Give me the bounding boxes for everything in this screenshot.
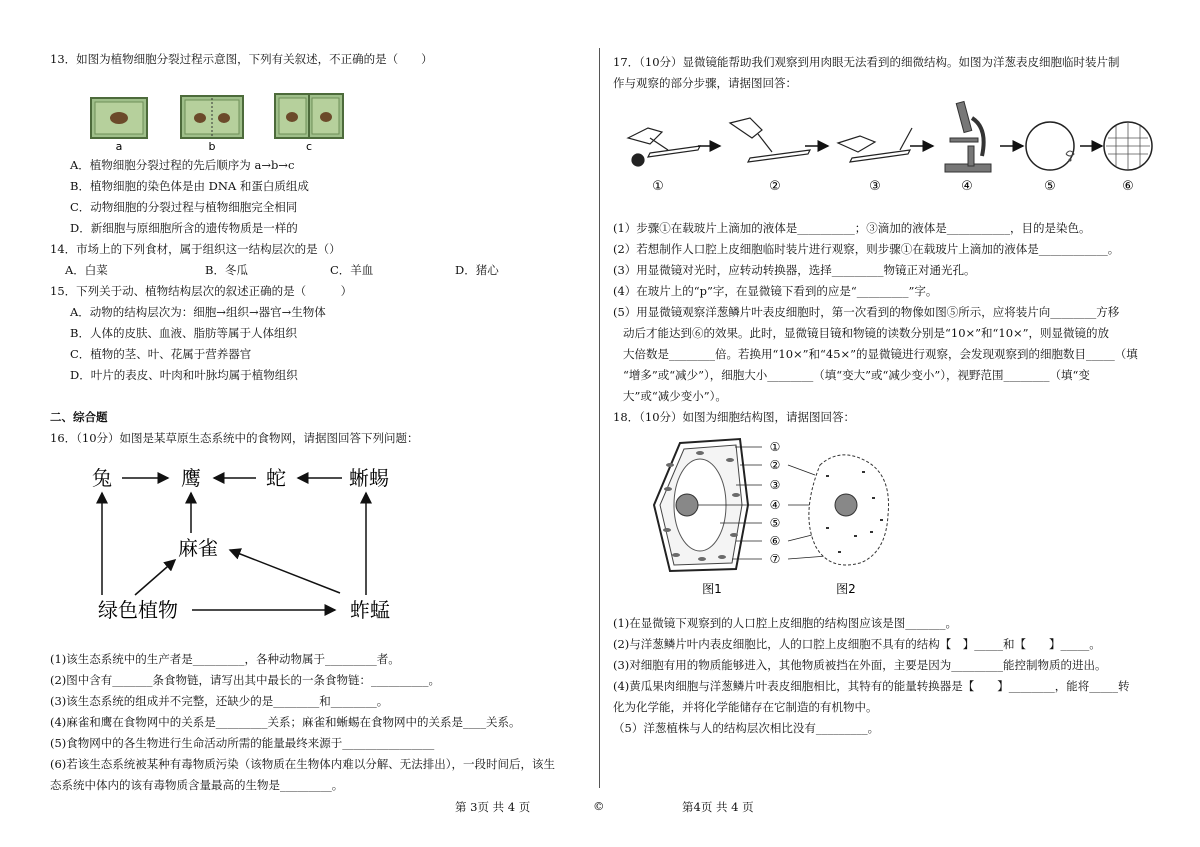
center-mark: © (593, 799, 605, 813)
animal-cell-figure (809, 455, 889, 565)
step-label-4: ④ (961, 179, 973, 194)
q18-question-4: (4)黄瓜果肉细胞与洋葱鳞片叶表皮细胞相比，其特有的能量转换器是【 】________，能将_____转 (613, 679, 1130, 693)
q13-option-a: A．植物细胞分裂过程的先后顺序为 a→b→c (70, 158, 295, 172)
struct-label-6: ⑥ (769, 534, 781, 548)
q16-question-3: (3)该生态系统的组成并不完整，还缺少的是________和________。 (50, 694, 389, 708)
struct-label-3: ③ (769, 478, 781, 492)
section-title: 二、综合题 (50, 410, 108, 424)
page-footer-right: 第4页 共 4 页 (682, 800, 754, 814)
struct-label-1: ① (769, 440, 781, 454)
node-green-plants: 绿色植物 (98, 598, 178, 622)
q18-question-3: (3)对细胞有用的物质能够进入，其他物质被挡在外面，主要是因为_________能控制物质的进出。 (613, 658, 1107, 672)
q15-option-d: D．叶片的表皮、叶肉和叶脉均属于植物组织 (70, 368, 298, 382)
q18-question-1: (1)在显微镜下观察到的人口腔上皮细胞的结构图应该是图_______。 (613, 616, 958, 630)
node-sparrow: 麻雀 (178, 536, 218, 560)
microscope-icon (945, 101, 991, 172)
q18-question-4-cont: 化为化学能，并将化学能储存在它制造的有机物中。 (613, 700, 878, 714)
q18-question-2: (2)与洋葱鳞片叶内表皮细胞比，人的口腔上皮细胞不具有的结构【 】_____和【 】_____。 (613, 637, 1101, 651)
q15-option-c: C．植物的茎、叶、花属于营养器官 (70, 347, 252, 361)
cell-structure-diagram (640, 435, 900, 600)
fig1-caption: 图1 (702, 582, 722, 596)
q14-option-c: C．羊血 (330, 263, 374, 277)
q16-question-6: (6)若该生态系统被某种有毒物质污染（该物质在生物体内难以分解、无法排出），一段时间后，该生 (50, 757, 556, 771)
step-label-5: ⑤ (1044, 179, 1056, 194)
fig2-caption: 图2 (836, 582, 856, 596)
q17-question-3: (3）用显微镜对光时，应转动转换器，选择_________物镜正对通光孔。 (613, 263, 976, 277)
node-rabbit: 兔 (92, 466, 112, 490)
step-1-image (628, 128, 700, 166)
step-label-6: ⑥ (1122, 179, 1134, 194)
q18-stem: 18．（10分）如图为细胞结构图，请据图回答： (613, 410, 856, 424)
right-column (600, 0, 1200, 847)
struct-label-2: ② (769, 458, 781, 472)
step-2-image (730, 118, 810, 162)
q17-stem-line-1: 17．（10分）显微镜能帮助我们观察到用肉眼无法看到的细微结构。如图为洋葱表皮细胞临时装片制 (613, 55, 1120, 69)
q16-question-6-cont: 态系统中体内的该有毒物质含量最高的生物是_________。 (50, 778, 344, 792)
q13-option-d: D．新细胞与原细胞所含的遗传物质是一样的 (70, 221, 298, 235)
q17-question-5-cont-1: 动后才能达到⑥的效果。此时，显微镜目镜和物镜的读数分别是“10×”和“10×”，则显微镜的放 (623, 326, 1110, 340)
node-lizard: 蜥蜴 (349, 466, 389, 490)
q13-option-c: C．动物细胞的分裂过程与植物细胞完全相同 (70, 200, 298, 214)
view-step-5 (1026, 122, 1074, 170)
q17-question-4: (4）在玻片上的“p”字，在显微镜下看到的应是“_________”字。 (613, 284, 938, 298)
q14-option-b: B．冬瓜 (205, 263, 248, 277)
q16-question-4: (4)麻雀和鹰在食物网中的关系是_________关系；麻雀和蜥蜴在食物网中的关系是____关系。 (50, 715, 521, 729)
view-step-6 (1104, 122, 1152, 170)
fig-label-b: b (208, 140, 216, 152)
fig-label-c: c (305, 140, 313, 152)
step-3-image (838, 128, 912, 162)
q13-stem: 13．如图为植物细胞分裂过程示意图，下列有关叙述，不正确的是（ ） (50, 52, 433, 66)
q16-question-1: (1)该生态系统中的生产者是_________，各种动物属于_________者。 (50, 652, 400, 666)
q17-question-1: (1）步骤①在载玻片上滴加的液体是__________；③滴加的液体是___________，目的是染色。 (613, 221, 1091, 235)
step-label-2: ② (769, 179, 781, 194)
q16-question-2: (2)图中含有_______条食物链，请写出其中最长的一条食物链：__________。 (50, 673, 441, 687)
q16-stem: 16．（10分）如图是某草原生态系统中的食物网，请据图回答下列问题： (50, 431, 419, 445)
node-snake: 蛇 (266, 466, 286, 490)
q15-option-b: B．人体的皮肤、血液、脂肪等属于人体组织 (70, 326, 297, 340)
cell-b (181, 96, 243, 138)
struct-label-4: ④ (769, 498, 781, 512)
food-web-diagram (80, 455, 410, 630)
cell-a (91, 98, 147, 138)
node-eagle: 鹰 (181, 466, 201, 490)
q18-question-5: （5）洋葱植株与人的结构层次相比没有_________。 (613, 721, 880, 735)
q14-option-d: D．猪心 (455, 263, 499, 277)
struct-label-7: ⑦ (769, 552, 781, 566)
q17-question-5-cont-4: 大”或“减少变小”）。 (623, 389, 727, 403)
step-label-1: ① (652, 179, 664, 194)
q13-option-b: B．植物细胞的染色体是由 DNA 和蛋白质组成 (70, 179, 309, 193)
node-grasshopper: 蚱蜢 (350, 598, 390, 622)
fig-label-a: a (115, 140, 123, 152)
q14-option-a: A．白菜 (65, 263, 108, 277)
q17-question-2: (2）若想制作人口腔上皮细胞临时装片进行观察，则步骤①在载玻片上滴加的液体是____________。 (613, 242, 1120, 256)
q15-stem: 15．下列关于动、植物结构层次的叙述正确的是（ ） (50, 284, 353, 298)
struct-label-5: ⑤ (769, 516, 781, 530)
q17-stem-line-2: 作与观察的部分步骤，请据图回答： (613, 76, 797, 90)
cell-division-figure (85, 90, 350, 152)
q14-stem: 14．市场上的下列食材，属于组织这一结构层次的是（） (50, 242, 341, 256)
page-footer-left: 第 3页 共 4 页 (455, 800, 531, 814)
q16-question-5: (5)食物网中的各生物进行生命活动所需的能量最终来源于________________ (50, 736, 435, 750)
step-label-3: ③ (869, 179, 881, 194)
q17-question-5-cont-3: “增多”或“减少”），细胞大小________（填“变大”或“减少变小”），视野范围________（填“变 (623, 368, 1090, 382)
q17-question-5: (5）用显微镜观察洋葱鳞片叶表皮细胞时，第一次看到的物像如图⑤所示，应将装片向________方移 (613, 305, 1120, 319)
cell-c (275, 94, 343, 138)
q17-question-5-cont-2: 大倍数是________倍。若换用“10×”和“45×”的显微镜进行观察，会发现观察到的细胞数目_____（填 (623, 347, 1138, 361)
food-web-arrows (102, 478, 366, 610)
q15-option-a: A．动物的结构层次为：细胞→组织→器官→生物体 (70, 305, 326, 319)
slide-preparation-steps (620, 98, 1155, 198)
